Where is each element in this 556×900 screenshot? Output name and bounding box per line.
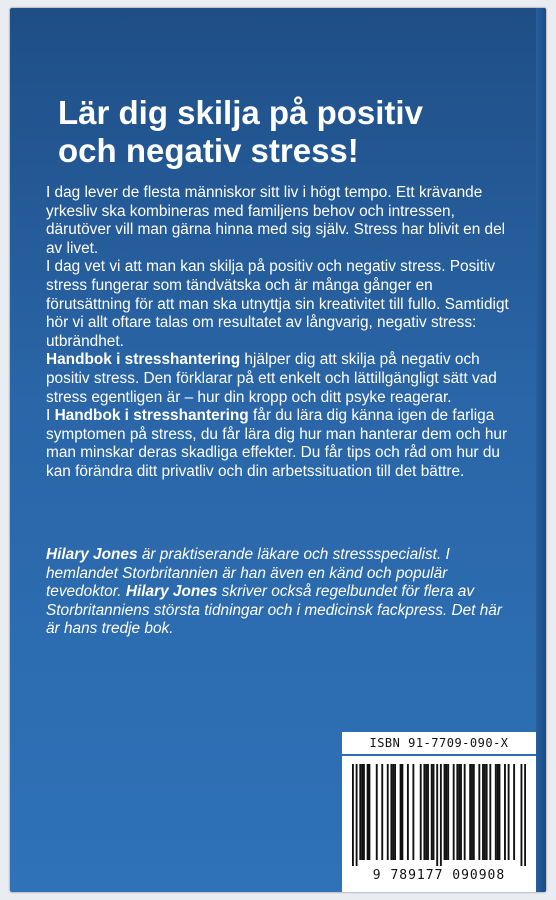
isbn-label: ISBN 91-7709-090-X <box>342 732 536 754</box>
barcode-bar <box>407 764 409 860</box>
paragraph-text: hjälper dig att skilja på negativ och positiv stress. Den förklarar på ett enkelt och lättillgängligt sätt vad stress egentligen är – hur din kropp och ditt psyke reagerar. <box>46 351 497 406</box>
book-back-cover <box>10 8 546 892</box>
barcode-bar <box>433 764 435 860</box>
barcode-bar <box>495 764 497 860</box>
barcode-bar <box>478 764 480 860</box>
barcode-bar <box>381 764 383 860</box>
barcode-bar <box>453 764 455 860</box>
barcode <box>342 756 536 892</box>
headline <box>58 94 518 170</box>
barcode-bar <box>356 764 358 866</box>
barcode-bar <box>392 764 394 860</box>
barcode-bar <box>445 764 447 860</box>
book-title: Handbok i stresshantering <box>54 407 249 425</box>
intro-paragraph-2: I dag vet vi att man kan skilja på positiv och negativ stress. Positiv stress fungerar som tändvätska och är många gånger en förutsättning för att man ska utnyttja sin kreativitet till fullo. Samtidigt hör vi allt oftare talas om resultatet av långvarig, negativ stress: utbrändhet. <box>46 258 509 350</box>
barcode-bar <box>394 764 396 860</box>
author-paragraph <box>46 546 516 639</box>
barcode-bar <box>489 764 491 860</box>
author-bio-text: skriver också regelbundet för flera av Storbritanniens största tidningar och i medicinsk fackpress. Det här är hans tredje bok. <box>46 583 502 638</box>
barcode-digits: 9 789177 090908 <box>372 868 506 883</box>
barcode-bar <box>425 764 427 860</box>
barcode-bar <box>444 764 446 860</box>
barcode-bar <box>440 764 442 866</box>
barcode-bars <box>352 764 526 866</box>
barcode-bar <box>352 764 354 866</box>
barcode-bar <box>420 764 422 860</box>
barcode-bar <box>458 764 460 860</box>
barcode-bar <box>368 764 370 860</box>
barcode-bar <box>390 764 392 860</box>
cover-edge <box>536 8 546 892</box>
barcode-bar <box>456 764 458 860</box>
barcode-bar <box>499 764 501 860</box>
barcode-bar <box>361 764 363 860</box>
barcode-bar <box>513 764 515 860</box>
author-name: Hilary Jones <box>46 546 138 563</box>
barcode-bar <box>484 764 486 860</box>
barcode-bar <box>367 764 369 860</box>
paragraph-book-explains <box>46 351 516 407</box>
author-bio <box>46 546 516 639</box>
barcode-bar <box>387 764 389 860</box>
barcode-bar <box>464 764 466 860</box>
paragraph-lead: I <box>46 407 55 425</box>
barcode-bar <box>473 764 475 860</box>
barcode-bar <box>400 764 402 860</box>
barcode-bar <box>521 764 523 866</box>
paragraph-text: får du lära dig känna igen de farliga symptomen på stress, du får lära dig hur man hanterar dem och hur man minskar deras skadliga effekter. Du får tips och råd om hur du kan förändra ditt privatliv och din arbetssituation till det bättre. <box>46 407 508 480</box>
barcode-bar <box>431 764 433 860</box>
barcode-bar <box>412 764 414 860</box>
barcode-bar <box>427 764 429 860</box>
barcode-bar <box>436 764 438 866</box>
barcode-bar <box>486 764 488 860</box>
barcode-bar <box>423 764 425 860</box>
barcode-bar <box>508 764 510 860</box>
book-title: Handbok i stresshantering <box>46 351 241 369</box>
barcode-bar <box>471 764 473 860</box>
author-bio-text: är praktiserande läkare och stressspecialist. I hemlandet Storbritannien är han även en känd och populär tevedoktor. <box>46 546 450 601</box>
barcode-bar <box>497 764 499 860</box>
barcode-bar <box>359 764 361 860</box>
author-name: Hilary Jones <box>125 583 218 601</box>
barcode-bar <box>363 764 365 860</box>
description <box>46 184 516 482</box>
barcode-bar <box>460 764 462 860</box>
paragraph-book-teaches <box>46 407 516 481</box>
barcode-bar <box>469 764 471 860</box>
headline-line-1: Lär dig skilja på positiv <box>58 94 423 131</box>
barcode-bar <box>524 764 526 866</box>
barcode-bar <box>504 764 506 860</box>
barcode-bar <box>447 764 449 860</box>
barcode-bar <box>401 764 403 860</box>
headline-line-2: och negativ stress! <box>58 132 359 169</box>
intro-paragraph-1: I dag lever de flesta människor sitt liv i högt tempo. Ett krävande yrkesliv ska kombineras med familjens behov och intressen, därutöver vill man gärna hinna med sig själv. Stress har blivit en del av livet. <box>46 184 506 257</box>
barcode-bar <box>376 764 378 860</box>
barcode-bar <box>482 764 484 860</box>
